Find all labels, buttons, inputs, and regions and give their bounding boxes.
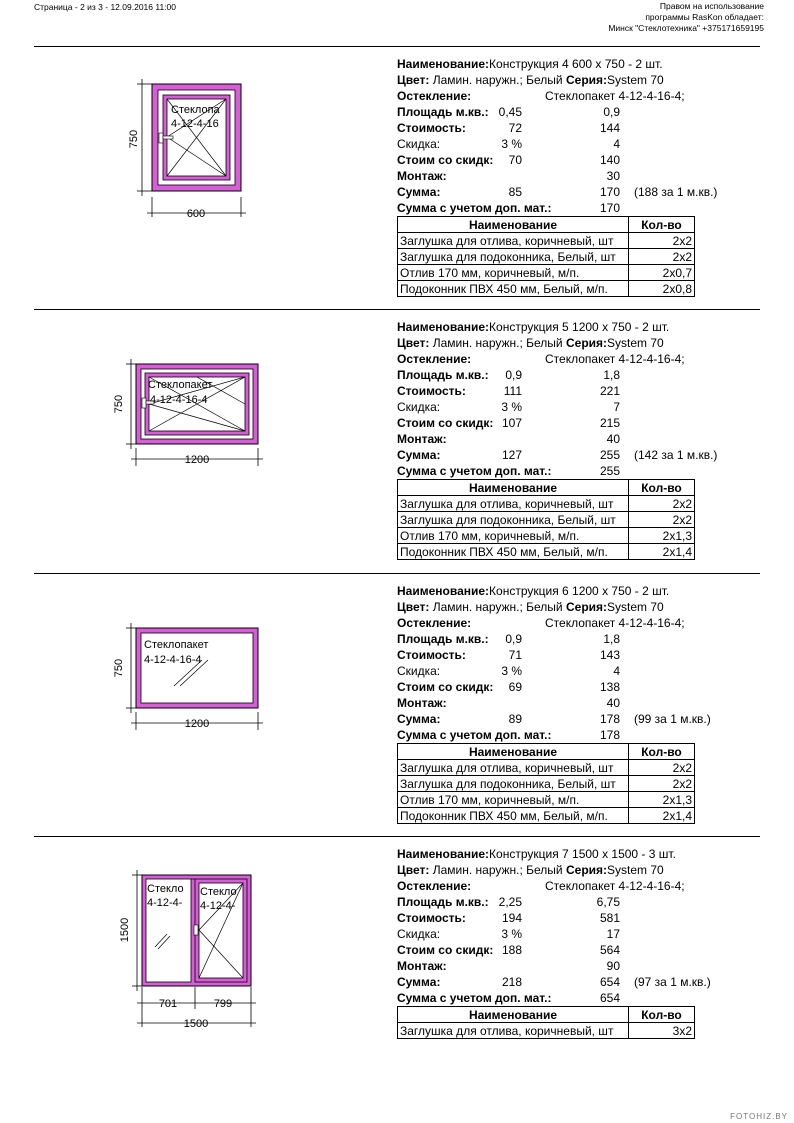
discount-total: 4 (613, 664, 620, 678)
cost-disc-unit: 188 (501, 943, 522, 957)
sum-total: 654 (599, 975, 620, 989)
cost-disc-label: Стоим со скидк: (397, 153, 494, 167)
cost-label: Стоимость: (397, 648, 466, 662)
glazing-label: Остекление: (397, 616, 472, 630)
dim-width: 1200 (184, 454, 210, 466)
window-drawing (34, 310, 394, 572)
cost-disc-unit: 70 (508, 153, 522, 167)
discount-label: Скидка: (397, 927, 441, 941)
cost-total: 221 (599, 384, 620, 398)
sum-extra-total: 178 (599, 728, 620, 742)
construction-6 (34, 574, 760, 836)
cost-disc-total: 564 (599, 943, 620, 957)
name-label: Наименование: (397, 584, 490, 598)
material-name: Заглушка для подоконника, Белый, шт (398, 776, 629, 792)
table-row (398, 528, 695, 544)
dim-left: 701 (158, 998, 178, 1010)
area-label: Площадь м.кв.: (397, 895, 489, 909)
table-row (398, 512, 695, 528)
material-name: Отлив 170 мм, коричневый, м/п. (398, 528, 629, 544)
table-row (398, 1023, 695, 1039)
color-value: Ламин. наружн.; Белый (432, 600, 563, 614)
construction-info (397, 319, 760, 479)
material-name: Подоконник ПВХ 450 мм, Белый, м/п. (398, 281, 629, 297)
discount-label: Скидка: (397, 137, 441, 151)
glazing-value: Стеклопакет 4-12-4-16-4; (545, 616, 685, 630)
table-row (398, 808, 695, 824)
col-name-header: Наименование (398, 480, 629, 496)
rights-line-3: Минск "Стеклотехника" +375171659195 (608, 23, 764, 33)
material-name: Отлив 170 мм, коричневый, м/п. (398, 265, 629, 281)
area-label: Площадь м.кв.: (397, 632, 489, 646)
cost-unit: 71 (508, 648, 522, 662)
sum-extra-label: Сумма с учетом доп. мат.: (397, 201, 552, 215)
cost-disc-total: 215 (599, 416, 620, 430)
material-qty: 2x1,4 (629, 544, 695, 560)
area-label: Площадь м.кв.: (397, 368, 489, 382)
sum-extra-total: 255 (599, 464, 620, 478)
cost-label: Стоимость: (397, 911, 466, 925)
material-qty: 2x2 (629, 776, 695, 792)
color-label: Цвет: (397, 73, 430, 87)
material-qty: 2x2 (629, 249, 695, 265)
material-name: Подоконник ПВХ 450 мм, Белый, м/п. (398, 544, 629, 560)
table-row (398, 496, 695, 512)
sum-total: 178 (599, 712, 620, 726)
glass-label-right: Стекло (200, 886, 237, 898)
rights-line-2: программы RasKon обладает: (645, 12, 764, 22)
col-qty-header: Кол-во (629, 217, 695, 233)
cost-total: 581 (599, 911, 620, 925)
area-total: 1,8 (603, 632, 620, 646)
discount-label: Скидка: (397, 400, 441, 414)
mount-total: 40 (606, 432, 620, 446)
name-label: Наименование: (397, 847, 490, 861)
glass-label-left: Стекло (147, 883, 184, 895)
material-qty: 2x2 (629, 496, 695, 512)
material-name: Отлив 170 мм, коричневый, м/п. (398, 792, 629, 808)
construction-info (397, 846, 760, 1006)
dim-height: 750 (113, 394, 125, 414)
sum-total: 170 (599, 185, 620, 199)
area-total: 0,9 (603, 105, 620, 119)
discount-percent: 3 % (501, 664, 522, 678)
sum-label: Сумма: (397, 712, 441, 726)
color-label: Цвет: (397, 863, 430, 877)
cost-disc-label: Стоим со скидк: (397, 943, 494, 957)
construction-4 (34, 47, 760, 309)
construction-info (397, 56, 760, 216)
series-label: Серия: (565, 73, 608, 87)
cost-total: 144 (599, 121, 620, 135)
material-name: Заглушка для отлива, коричневый, шт (398, 760, 629, 776)
materials-table (397, 479, 695, 560)
sum-note: (99 за 1 м.кв.) (634, 712, 711, 726)
series-value: System 70 (607, 336, 664, 350)
dim-height: 1500 (119, 917, 131, 943)
discount-total: 17 (606, 927, 620, 941)
series-value: System 70 (607, 863, 664, 877)
sum-note: (142 за 1 м.кв.) (634, 448, 718, 462)
col-qty-header: Кол-во (629, 480, 695, 496)
cost-label: Стоимость: (397, 121, 466, 135)
material-qty: 2x1,4 (629, 808, 695, 824)
material-name: Заглушка для отлива, коричневый, шт (398, 496, 629, 512)
materials-table (397, 743, 695, 824)
table-row (398, 265, 695, 281)
construction-name: Конструкция 4 600 х 750 - 2 шт. (489, 57, 663, 71)
dim-width: 600 (186, 208, 206, 220)
material-qty: 2x2 (629, 512, 695, 528)
area-total: 1,8 (603, 368, 620, 382)
material-qty: 2x1,3 (629, 528, 695, 544)
sum-unit: 89 (508, 712, 522, 726)
material-qty: 2x0,8 (629, 281, 695, 297)
glazing-value: Стеклопакет 4-12-4-16-4; (545, 89, 685, 103)
sum-label: Сумма: (397, 448, 441, 462)
mount-label: Монтаж: (397, 432, 447, 446)
color-value: Ламин. наружн.; Белый (432, 336, 563, 350)
glazing-value: Стеклопакет 4-12-4-16-4; (545, 879, 685, 893)
glazing-label: Остекление: (397, 89, 472, 103)
sum-note: (97 за 1 м.кв.) (634, 975, 711, 989)
cost-label: Стоимость: (397, 384, 466, 398)
glass-label: Стеклопа (171, 104, 220, 116)
material-qty: 2x0,7 (629, 265, 695, 281)
mount-total: 40 (606, 696, 620, 710)
col-name-header: Наименование (398, 1007, 629, 1023)
cost-disc-unit: 107 (501, 416, 522, 430)
glazing-label: Остекление: (397, 352, 472, 366)
col-qty-header: Кол-во (629, 744, 695, 760)
material-name: Заглушка для отлива, коричневый, шт (398, 1023, 629, 1039)
cost-unit: 111 (503, 384, 522, 398)
table-row (398, 760, 695, 776)
glass-label: Стеклопакет (148, 379, 213, 391)
dim-width: 1200 (184, 718, 210, 730)
sum-unit: 218 (501, 975, 522, 989)
dim-height: 750 (113, 658, 125, 678)
cost-disc-unit: 69 (508, 680, 522, 694)
construction-info (397, 583, 760, 743)
series-value: System 70 (607, 73, 664, 87)
construction-name: Конструкция 5 1200 х 750 - 2 шт. (489, 320, 670, 334)
glass-label: 4-12-4-16-4 (150, 394, 208, 406)
cost-disc-total: 138 (599, 680, 620, 694)
dim-height: 750 (128, 129, 140, 149)
glass-label: 4-12-4-16-4 (144, 654, 202, 666)
area-label: Площадь м.кв.: (397, 105, 489, 119)
window-drawing (34, 574, 394, 836)
table-row (398, 776, 695, 792)
series-label: Серия: (565, 863, 608, 877)
construction-7 (34, 837, 760, 1099)
col-name-header: Наименование (398, 217, 629, 233)
glass-label: Стеклопакет (144, 639, 209, 651)
sum-total: 255 (599, 448, 620, 462)
mount-label: Монтаж: (397, 959, 447, 973)
discount-label: Скидка: (397, 664, 441, 678)
glass-label: 4-12-4-16 (171, 118, 219, 130)
table-row (398, 233, 695, 249)
mount-total: 90 (606, 959, 620, 973)
series-label: Серия: (565, 336, 608, 350)
cost-disc-total: 140 (599, 153, 620, 167)
area-total: 6,75 (596, 895, 620, 909)
material-name: Подоконник ПВХ 450 мм, Белый, м/п. (398, 808, 629, 824)
area-unit: 0,9 (505, 632, 522, 646)
mount-label: Монтаж: (397, 169, 447, 183)
sum-extra-total: 654 (599, 991, 620, 1005)
table-row (398, 544, 695, 560)
table-row (398, 792, 695, 808)
discount-percent: 3 % (501, 137, 522, 151)
series-value: System 70 (607, 600, 664, 614)
area-unit: 0,9 (505, 368, 522, 382)
sum-unit: 85 (508, 185, 522, 199)
cost-total: 143 (599, 648, 620, 662)
window-drawing (34, 837, 394, 1099)
construction-name: Конструкция 7 1500 х 1500 - 3 шт. (489, 847, 676, 861)
series-label: Серия: (565, 600, 608, 614)
color-value: Ламин. наружн.; Белый (432, 863, 563, 877)
rights-line-1: Правом на использование (659, 1, 764, 11)
sum-label: Сумма: (397, 185, 441, 199)
window-drawing (34, 47, 394, 309)
color-value: Ламин. наружн.; Белый (432, 73, 563, 87)
discount-total: 4 (613, 137, 620, 151)
rights-info (608, 1, 764, 34)
sum-extra-label: Сумма с учетом доп. мат.: (397, 464, 552, 478)
mount-label: Монтаж: (397, 696, 447, 710)
table-row (398, 249, 695, 265)
cost-disc-label: Стоим со скидк: (397, 680, 494, 694)
name-label: Наименование: (397, 57, 490, 71)
watermark: FOTOHIZ.BY (730, 1112, 788, 1121)
glazing-label: Остекление: (397, 879, 472, 893)
material-qty: 3x2 (629, 1023, 695, 1039)
sum-extra-label: Сумма с учетом доп. мат.: (397, 991, 552, 1005)
color-label: Цвет: (397, 336, 430, 350)
area-unit: 2,25 (498, 895, 522, 909)
glass-label-left: 4-12-4- (147, 897, 183, 909)
col-qty-header: Кол-во (629, 1007, 695, 1023)
mount-total: 30 (606, 169, 620, 183)
discount-total: 7 (613, 400, 620, 414)
cost-disc-label: Стоим со скидк: (397, 416, 494, 430)
cost-unit: 72 (508, 121, 522, 135)
material-name: Заглушка для отлива, коричневый, шт (398, 233, 629, 249)
materials-table (397, 1006, 695, 1039)
material-name: Заглушка для подоконника, Белый, шт (398, 512, 629, 528)
sum-extra-total: 170 (599, 201, 620, 215)
material-name: Заглушка для подоконника, Белый, шт (398, 249, 629, 265)
dim-right: 799 (213, 998, 233, 1010)
dim-width: 1500 (183, 1018, 209, 1030)
cost-unit: 194 (501, 911, 522, 925)
glass-label-right: 4-12-4- (200, 900, 236, 912)
materials-table (397, 216, 695, 297)
material-qty: 2x1,3 (629, 792, 695, 808)
table-row (398, 281, 695, 297)
page-info: Страница - 2 из 3 - 12.09.2016 11:00 (34, 2, 176, 12)
name-label: Наименование: (397, 320, 490, 334)
discount-percent: 3 % (501, 400, 522, 414)
area-unit: 0,45 (498, 105, 522, 119)
material-qty: 2x2 (629, 760, 695, 776)
glazing-value: Стеклопакет 4-12-4-16-4; (545, 352, 685, 366)
material-qty: 2x2 (629, 233, 695, 249)
col-name-header: Наименование (398, 744, 629, 760)
sum-unit: 127 (501, 448, 522, 462)
construction-5 (34, 310, 760, 572)
sum-note: (188 за 1 м.кв.) (634, 185, 718, 199)
discount-percent: 3 % (501, 927, 522, 941)
construction-name: Конструкция 6 1200 х 750 - 2 шт. (489, 584, 670, 598)
color-label: Цвет: (397, 600, 430, 614)
sum-label: Сумма: (397, 975, 441, 989)
sum-extra-label: Сумма с учетом доп. мат.: (397, 728, 552, 742)
